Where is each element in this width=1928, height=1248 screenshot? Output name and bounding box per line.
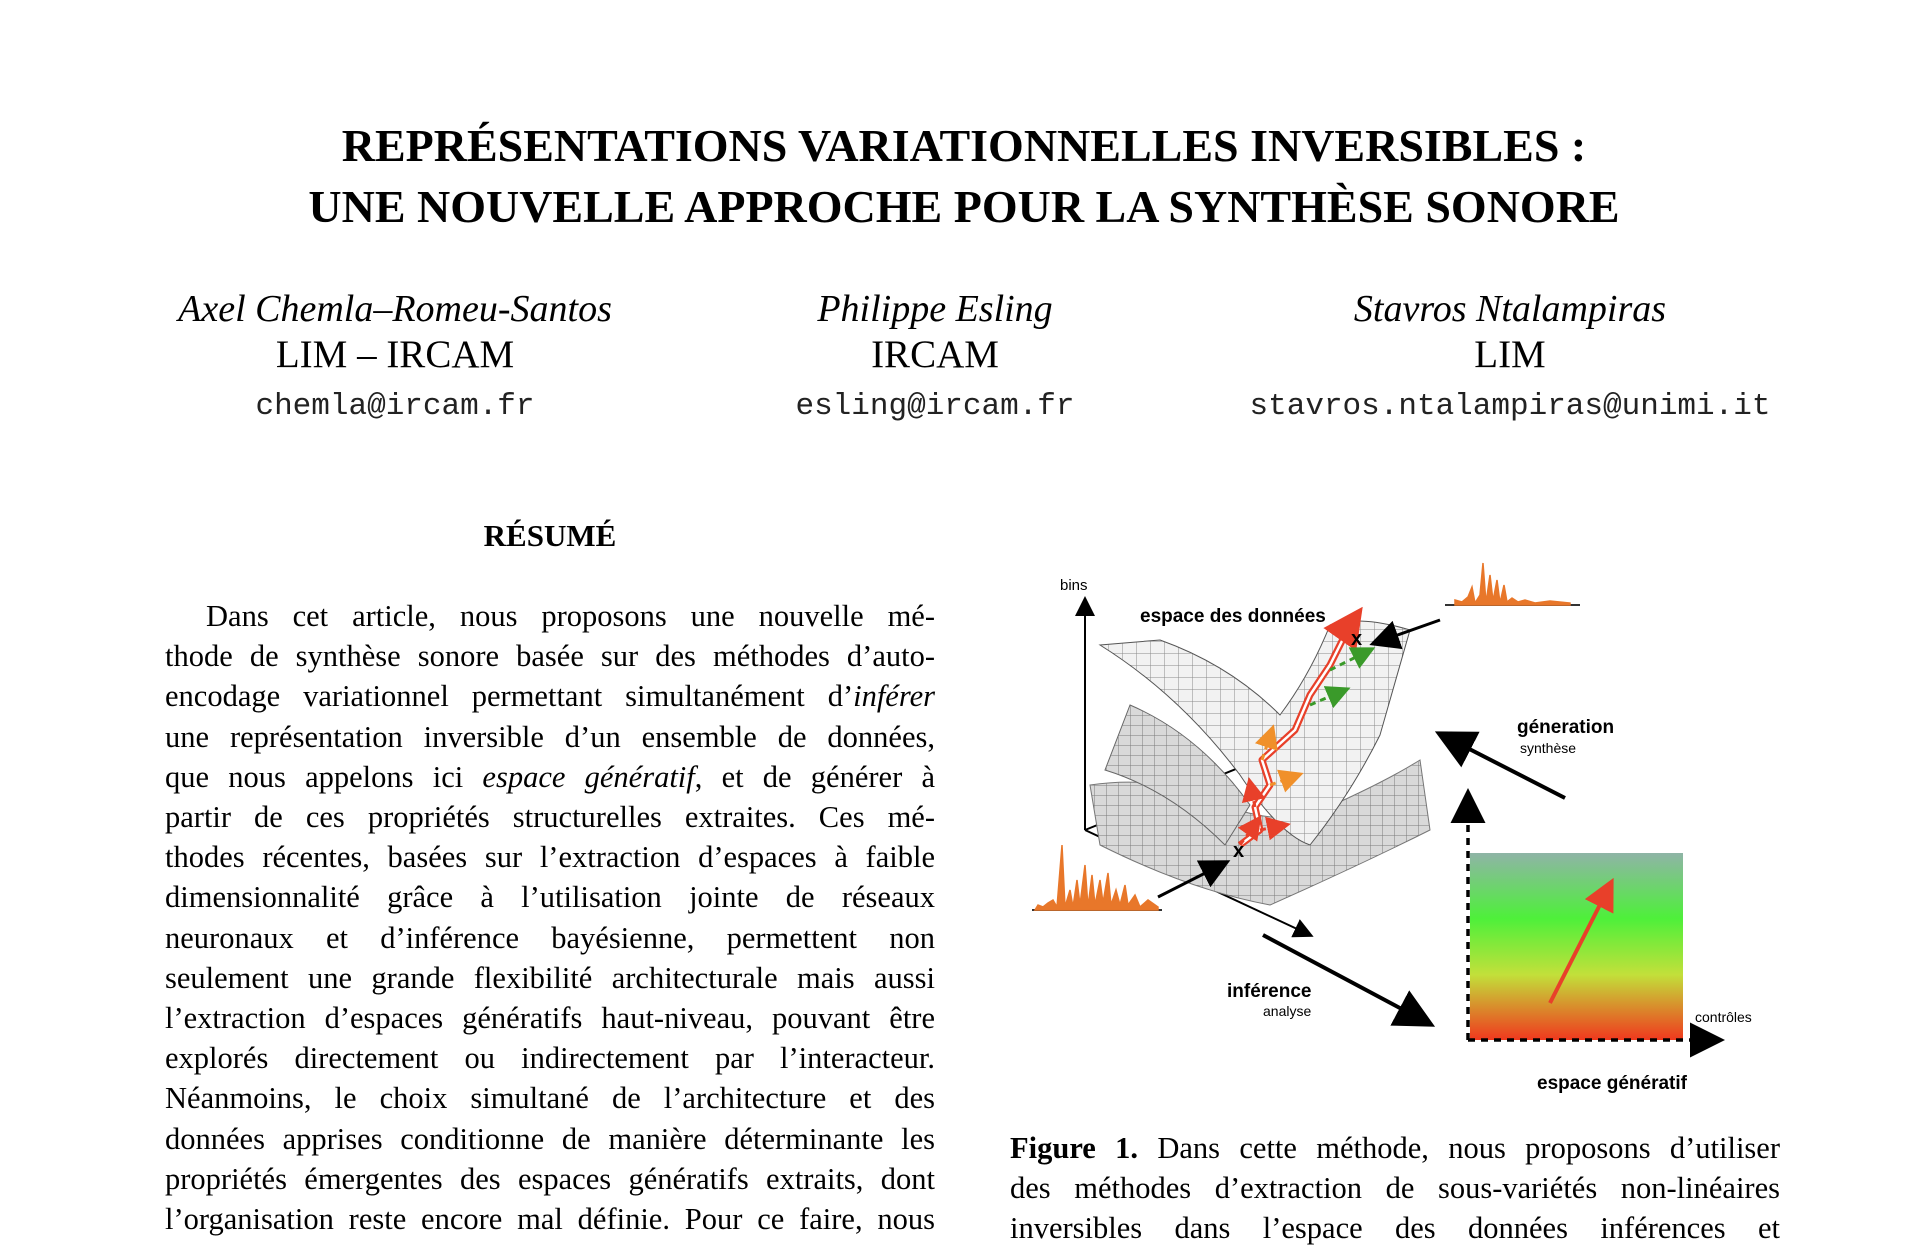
generation-label: géneration (1517, 717, 1615, 738)
generative-space-label: espace génératif (1537, 1073, 1687, 1094)
abstract-line: thode de synthèse sonore basée sur des méthodes d’auto- (165, 639, 935, 674)
author-affiliation: LIM – IRCAM (275, 333, 515, 376)
abstract-italic-term: inférer (853, 679, 935, 714)
abstract-line (165, 757, 935, 797)
caption-line: inversibles dans l’espace des données inférences et (1010, 1211, 1780, 1245)
abstract-line: une représentation inversible d’un ensemble de données, (165, 719, 935, 754)
abstract-line (165, 676, 935, 716)
figure-caption (1010, 1128, 1780, 1248)
abstract-line: l’extraction d’espaces génératifs haut-niveau, pouvant être (165, 1001, 935, 1036)
x-bottom-label: x (1233, 840, 1245, 862)
title-line-1: REPRÉSENTATIONS VARIATIONNELLES INVERSIBLES : (341, 120, 1587, 171)
x-top-label: x (1351, 628, 1363, 650)
author-name: Axel Chemla–Romeu-Santos (178, 288, 612, 330)
abstract-heading: RÉSUMÉ (483, 518, 617, 553)
abstract-body (165, 596, 935, 1239)
author-name: Stavros Ntalampiras (1353, 288, 1667, 330)
figure-1-diagram (1010, 545, 1790, 1105)
abstract-line: propriétés émergentes des espaces génératifs extraits, dont (165, 1161, 935, 1196)
abstract-line: l’organisation reste encore mal définie. Pour ce faire, nous (165, 1202, 935, 1237)
caption-line (1010, 1128, 1780, 1168)
abstract-line: seulement une grande flexibilité architecturale mais aussi (165, 960, 935, 995)
author-affiliation: LIM (1474, 333, 1546, 376)
controles-label: contrôles (1695, 1009, 1752, 1025)
abstract-italic-term: espace génératif (482, 759, 695, 794)
spectrum-top (1445, 563, 1580, 605)
caption-line: des méthodes d’extraction de sous-variétés non-linéaires (1010, 1171, 1780, 1205)
abstract-line: neuronaux et d’inférence bayésienne, permettent non (165, 920, 935, 955)
abstract-line-text: encodage variationnel permettant simultanément d’ (165, 679, 854, 714)
caption-text: Dans cette méthode, nous proposons d’utiliser (1138, 1131, 1780, 1165)
abstract-line: thodes récentes, basées sur l’extraction d’espaces à faible (165, 840, 935, 875)
abstract-line: dimensionnalité grâce à l’utilisation jointe de réseaux (165, 880, 935, 915)
bins-label: bins (1060, 577, 1088, 594)
inference-label: inférence (1227, 981, 1312, 1002)
paper-title (0, 115, 1928, 237)
author-email: stavros.ntalampiras@unimi.it (1249, 389, 1771, 424)
author-affiliation: IRCAM (871, 333, 999, 376)
abstract-line: partir de ces propriétés structurelles extraites. Ces mé- (165, 800, 935, 835)
abstract-line-text: que nous appelons ici (165, 759, 483, 794)
author-email: chemla@ircam.fr (255, 389, 535, 424)
caption-label: Figure 1. (1010, 1131, 1139, 1165)
author-name: Philippe Esling (817, 288, 1053, 330)
synthese-label: synthèse (1520, 740, 1577, 756)
abstract-line-text: , et de générer à (694, 759, 935, 794)
abstract-line: données apprises conditionne de manière déterminante les (165, 1121, 935, 1156)
author-block-3 (1190, 286, 1830, 432)
abstract-line: Néanmoins, le choix simultané de l’architecture et des (165, 1081, 935, 1116)
author-block-1 (140, 286, 650, 432)
abstract-line: Dans cet article, nous proposons une nouvelle mé- (206, 599, 935, 633)
analyse-label: analyse (1263, 1003, 1312, 1019)
author-block-2 (725, 286, 1145, 432)
title-line-2: UNE NOUVELLE APPROCHE POUR LA SYNTHÈSE SONORE (308, 181, 1620, 232)
data-space-label: espace des données (1140, 606, 1326, 627)
abstract-line: explorés directement ou indirectement par l’interacteur. (165, 1041, 935, 1076)
author-email: esling@ircam.fr (795, 389, 1075, 424)
